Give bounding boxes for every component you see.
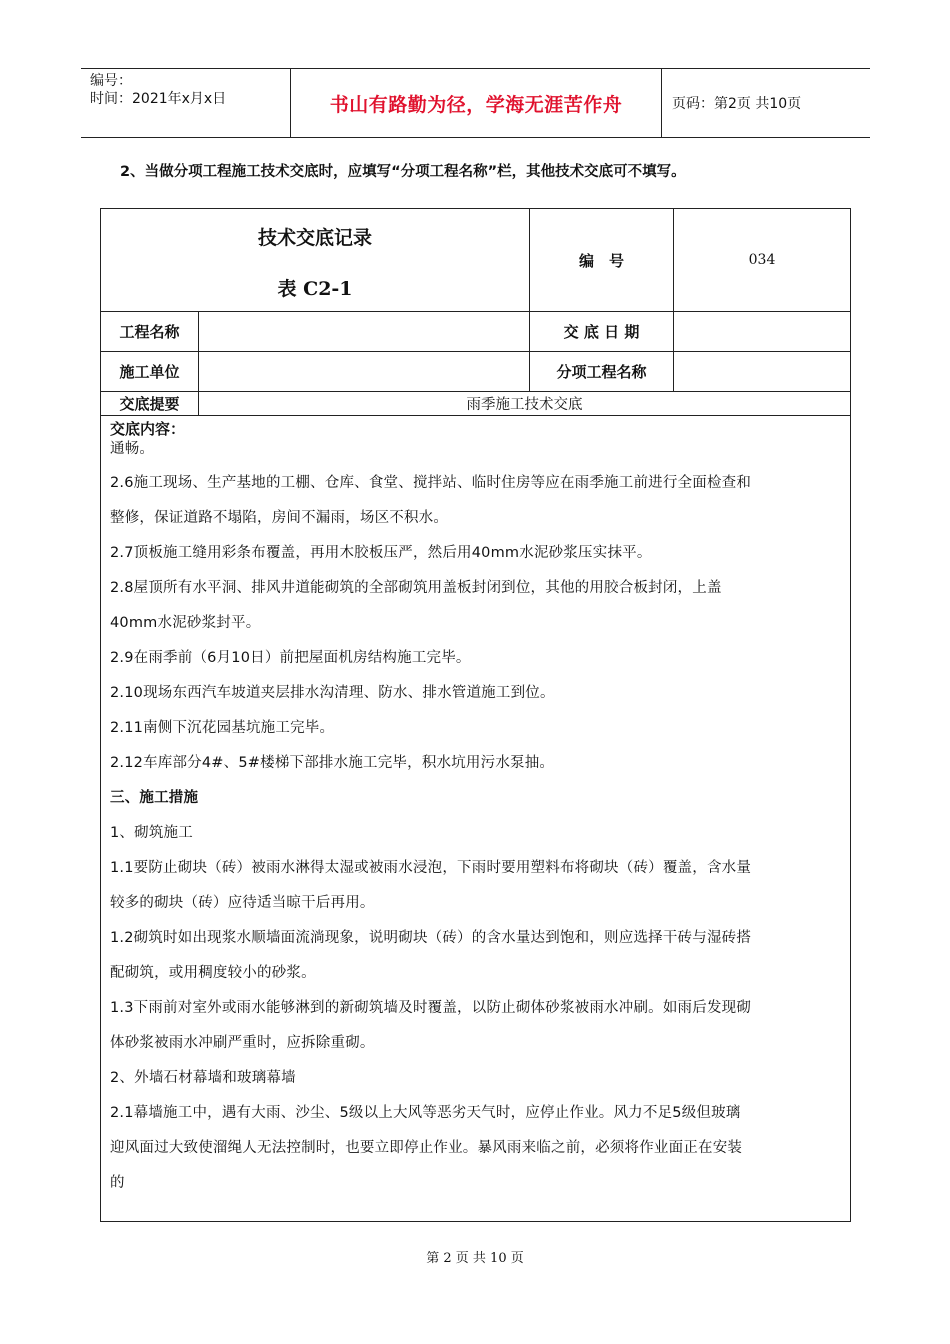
content-line: 2、外墙石材幕墙和玻璃幕墙: [110, 1070, 296, 1086]
project-name-label: 工程名称: [101, 312, 199, 351]
content-lines: [110, 438, 842, 1201]
form-title-line2: 表 C2-1: [277, 278, 353, 300]
content-line: 2.12车库部分4#、5#楼梯下部排水施工完毕，积水坑用污水泵抽。: [110, 755, 555, 771]
unit-label: 施工单位: [101, 352, 199, 391]
unit-row: [101, 352, 850, 392]
project-name-value: [199, 312, 530, 351]
header-meta: [81, 69, 290, 137]
content-line: 40mm水泥砂浆封平。: [110, 615, 261, 631]
content-line: 1.1要防止砌块（砖）被雨水淋得太湿或被雨水浸泡，下雨时要用塑料布将砌块（砖）覆盖，含水量: [110, 860, 752, 876]
content-line: 的: [110, 1175, 125, 1191]
content-line: 整修，保证道路不塌陷，房间不漏雨，场区不积水。: [110, 510, 449, 526]
page-header: [81, 68, 870, 138]
content-area: [101, 416, 850, 1201]
content-line: 2.9在雨季前（6月10日）前把屋面机房结构施工完毕。: [110, 650, 471, 666]
content-line: 2.11南侧下沉花园基坑施工完毕。: [110, 720, 335, 736]
page-footer: 第 2 页 共 10 页: [426, 1251, 524, 1266]
content-line: 较多的砌块（砖）应待适当晾干后再用。: [110, 895, 375, 911]
header-motto: 书山有路勤为径，学海无涯苦作舟: [290, 69, 662, 137]
content-line: 通畅。: [110, 441, 155, 457]
number-label: 编号：: [90, 73, 132, 89]
instruction-note: 2、当做分项工程施工技术交底时，应填写“分项工程名称”栏，其他技术交底可不填写。: [120, 164, 686, 180]
date-value: [674, 312, 850, 351]
content-line: 1.3下雨前对室外或雨水能够淋到的新砌筑墙及时覆盖，以防止砌体砂浆被雨水冲刷。如雨后发现砌: [110, 1000, 752, 1016]
form-title: [101, 209, 530, 311]
content-line: 体砂浆被雨水冲刷严重时，应拆除重砌。: [110, 1035, 375, 1051]
unit-value: [199, 352, 530, 391]
disclosure-form: [100, 208, 851, 1222]
header-page-info: 页码：第2页 共10页: [672, 96, 802, 112]
content-line: 2.1幕墙施工中，遇有大雨、沙尘、5级以上大风等恶劣天气时，应停止作业。风力不足5级但玻璃: [110, 1105, 741, 1121]
brief-label: 交底提要: [101, 392, 199, 415]
subproject-label: 分项工程名称: [530, 352, 674, 391]
section-heading: 三、施工措施: [110, 790, 199, 806]
brief-row: [101, 392, 850, 416]
content-line: 2.10现场东西汽车坡道夹层排水沟清理、防水、排水管道施工到位。: [110, 685, 555, 701]
content-label: 交底内容：: [110, 420, 186, 438]
content-line: 配砌筑，或用稠度较小的砂浆。: [110, 965, 316, 981]
content-line: 1、砌筑施工: [110, 825, 193, 841]
project-row: [101, 312, 850, 352]
content-line: 1.2砌筑时如出现浆水顺墙面流淌现象，说明砌块（砖）的含水量达到饱和，则应选择干砖与湿砖搭: [110, 930, 752, 946]
form-title-line1: 技术交底记录: [257, 227, 372, 249]
time-label: 时间：2021年x月x日: [90, 91, 227, 107]
content-line: 2.8屋顶所有水平洞、排风井道能砌筑的全部砌筑用盖板封闭到位，其他的用胶合板封闭，上盖: [110, 580, 722, 596]
date-label: 交 底 日 期: [530, 312, 674, 351]
form-title-row: [101, 209, 850, 312]
content-line: 2.6施工现场、生产基地的工棚、仓库、食堂、搅拌站、临时住房等应在雨季施工前进行全面检查和: [110, 475, 752, 491]
subproject-value: [674, 352, 850, 391]
number-field-label: 编 号: [530, 209, 674, 311]
content-line: 2.7顶板施工缝用彩条布覆盖，再用木胶板压严，然后用40mm水泥砂浆压实抹平。: [110, 545, 652, 561]
brief-value: 雨季施工技术交底: [466, 397, 583, 413]
number-field-value: 034: [748, 252, 776, 268]
content-line: 迎风面过大致使溜绳人无法控制时，也要立即停止作业。暴风雨来临之前，必须将作业面正在安装: [110, 1140, 743, 1156]
